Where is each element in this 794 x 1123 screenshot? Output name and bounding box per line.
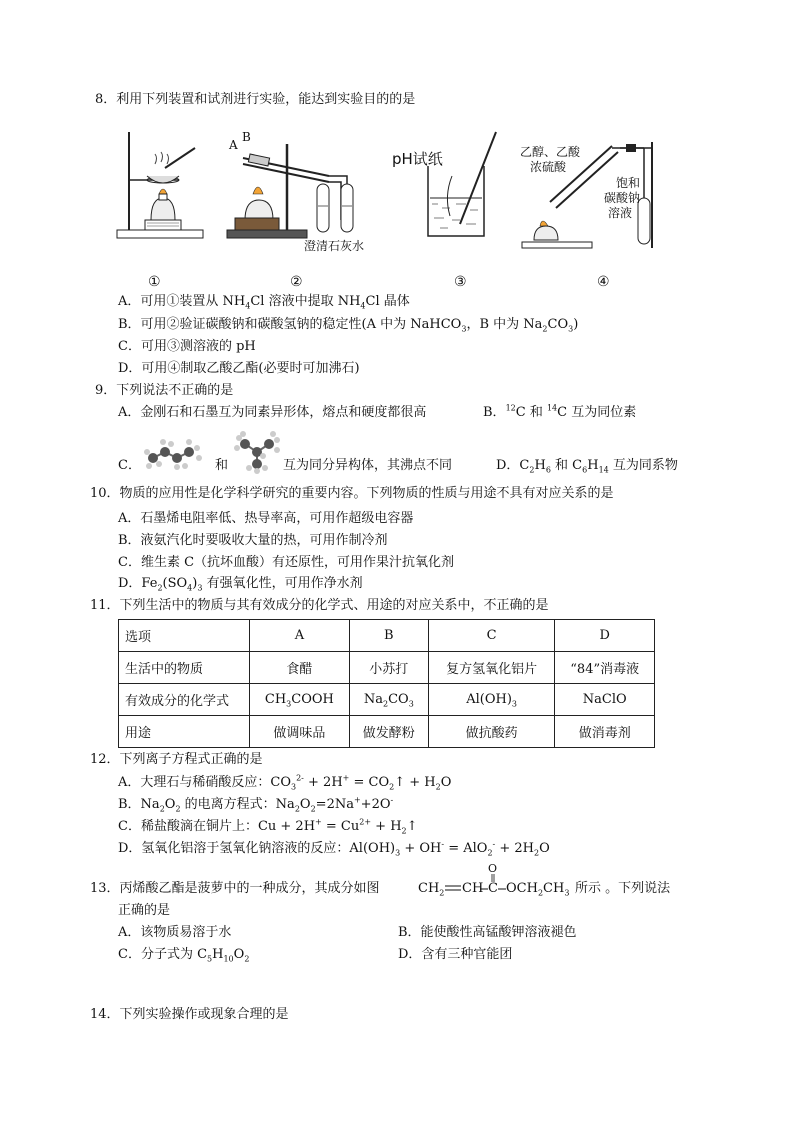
apparatus-4-reagent-line-2: 浓硫酸 bbox=[530, 160, 567, 174]
double-bond-line bbox=[445, 884, 461, 894]
q9-option-c-text: 互为同分异构体，其沸点不同 bbox=[283, 458, 453, 473]
apparatus-4-reagent-line-1: 乙醇、乙酸 bbox=[520, 145, 581, 159]
q13-option-a: A．该物质易溶于水 bbox=[118, 925, 232, 940]
table-cell: D bbox=[555, 620, 655, 652]
apparatus-4-saturated-label-2: 碳酸钠 bbox=[604, 191, 641, 205]
table-cell: 选项 bbox=[119, 620, 250, 652]
q10-option-a: A．石墨烯电阻率低、热导率高，可用作超级电容器 bbox=[118, 511, 414, 526]
table-cell: NaClO bbox=[555, 684, 655, 716]
q8-stem: 8．利用下列装置和试剂进行实验，能达到实验目的的是 bbox=[95, 92, 416, 107]
apparatus-1-evaporation bbox=[115, 128, 205, 243]
molecule-model-branched bbox=[235, 430, 280, 472]
apparatus-3-ph-test bbox=[420, 128, 500, 243]
table-cell: 用途 bbox=[119, 716, 250, 748]
q13-option-c: C．分子式为 $C_5H_{10}O_2$ bbox=[118, 947, 250, 964]
single-bond-line-1 bbox=[480, 885, 488, 891]
table-cell: A bbox=[250, 620, 350, 652]
table-row bbox=[119, 652, 655, 684]
table-row bbox=[119, 716, 655, 748]
table-cell: 做调味品 bbox=[250, 716, 350, 748]
q13-option-b: B．能使酸性高锰酸钾溶液褪色 bbox=[398, 925, 577, 940]
q10-stem: 10．物质的应用性是化学科学研究的重要内容。下列物质的性质与用途不具有对应关系的是 bbox=[90, 486, 614, 501]
q10-option-c: C．维生素 C（抗坏血酸）有还原性，可用作果汁抗氧化剂 bbox=[118, 555, 455, 570]
apparatus-2-stability-test bbox=[225, 134, 370, 249]
q12-option-b: B．$Na_2O_2$ 的电离方程式：$Na_2O_2=2Na^++2O^-$ bbox=[118, 795, 394, 814]
carbonyl-double-bond bbox=[490, 874, 496, 882]
q9-option-c-and: 和 bbox=[215, 458, 229, 473]
apparatus-2-label-a: A bbox=[229, 138, 238, 152]
apparatus-1-number: ① bbox=[148, 274, 161, 290]
table-cell: 食醋 bbox=[250, 652, 350, 684]
structure-carbonyl-c: C bbox=[488, 881, 498, 896]
q13-structure-formula bbox=[418, 860, 568, 900]
q13-option-d: D．含有三种官能团 bbox=[398, 947, 513, 962]
table-cell: “84”消毒液 bbox=[555, 652, 655, 684]
q11-stem: 11．下列生活中的物质与其有效成分的化学式、用途的对应关系中，不正确的是 bbox=[90, 598, 549, 613]
q12-option-d: D．氢氧化铝溶于氢氧化钠溶液的反应：$Al(OH)_3 + OH^- = AlO_2^- + 2H_2O$ bbox=[118, 839, 550, 858]
apparatus-4-saturated-label-3: 溶液 bbox=[608, 206, 633, 220]
table-row bbox=[119, 620, 655, 652]
q10-option-d: D．$Fe_2(SO_4)_3$ 有强氧化性，可用作净水剂 bbox=[118, 576, 363, 593]
apparatus-2-number: ② bbox=[290, 274, 303, 290]
q11-table bbox=[118, 619, 655, 748]
table-cell: $Na_2CO_3$ bbox=[349, 684, 428, 716]
single-bond-line-2 bbox=[498, 885, 506, 891]
table-cell: 复方氢氧化铝片 bbox=[428, 652, 555, 684]
q9-option-b: B．$^{12}$C 和 $^{14}$C 互为同位素 bbox=[483, 403, 637, 420]
q13-stem-line-2: 正确的是 bbox=[118, 903, 171, 918]
molecule-model-linear bbox=[145, 438, 205, 470]
q12-option-a: A．大理石与稀硝酸反应：$CO_3^{2-} + 2H^+$ = $CO_2↑ + H_2O$ bbox=[118, 773, 452, 792]
q10-option-b: B．液氨汽化时要吸收大量的热，可用作制冷剂 bbox=[118, 533, 388, 548]
q13-stem-continued: 所示 。下列说法 bbox=[575, 881, 671, 896]
q14-stem: 14．下列实验操作或现象合理的是 bbox=[90, 1007, 289, 1022]
apparatus-2-label-b: B bbox=[242, 130, 251, 144]
table-cell: 做发酵粉 bbox=[349, 716, 428, 748]
q9-stem: 9．下列说法不正确的是 bbox=[95, 383, 234, 398]
q9-option-a: A．金刚石和石墨互为同素异形体，熔点和硬度都很高 bbox=[118, 405, 427, 420]
apparatus-3-ph-paper-label: pH试纸 bbox=[392, 150, 443, 168]
apparatus-4-saturated-label-1: 饱和 bbox=[616, 176, 641, 190]
structure-ch: CH bbox=[462, 881, 484, 896]
structure-carbonyl-o: O bbox=[488, 862, 498, 875]
table-cell: $Al(OH)_3$ bbox=[428, 684, 555, 716]
apparatus-2-limewater-label: 澄清石灰水 bbox=[304, 239, 365, 253]
table-cell: 小苏打 bbox=[349, 652, 428, 684]
q12-option-c: C．稀盐酸滴在铜片上：$Cu + 2H^+ = Cu^{2+}$ + $H_2↑$ bbox=[118, 817, 418, 836]
table-cell: B bbox=[349, 620, 428, 652]
q8-option-b: B．可用②验证碳酸钠和碳酸氢钠的稳定性(A 中为 NaHCO$_3$，B 中为 $Na_2CO_3$) bbox=[118, 317, 579, 334]
q13-stem: 13．丙烯酸乙酯是菠萝中的一种成分，其成分如图 bbox=[90, 881, 380, 896]
table-cell: 有效成分的化学式 bbox=[119, 684, 250, 716]
q9-option-c-label: C． bbox=[118, 458, 141, 473]
table-cell: $CH_3COOH$ bbox=[250, 684, 350, 716]
table-cell: 生活中的物质 bbox=[119, 652, 250, 684]
q9-option-d: D．$C_2H_6$ 和 $C_6H_{14}$ 互为同系物 bbox=[496, 458, 678, 475]
q12-stem: 12．下列离子方程式正确的是 bbox=[90, 752, 263, 767]
structure-ch2: $CH_2$ bbox=[418, 881, 445, 898]
q8-option-d: D．可用④制取乙酸乙酯(必要时可加沸石) bbox=[118, 361, 360, 376]
structure-ethoxy: $OCH_2CH_3$ bbox=[506, 881, 570, 898]
table-row bbox=[119, 684, 655, 716]
table-cell: 做消毒剂 bbox=[555, 716, 655, 748]
apparatus-3-number: ③ bbox=[454, 274, 467, 290]
table-cell: C bbox=[428, 620, 555, 652]
q8-option-c: C．可用③测溶液的 pH bbox=[118, 339, 256, 354]
q8-option-a: A．可用①装置从 $NH_4Cl$ 溶液中提取 $NH_4Cl$ 晶体 bbox=[118, 294, 410, 311]
table-cell: 做抗酸药 bbox=[428, 716, 555, 748]
apparatus-4-number: ④ bbox=[597, 274, 610, 290]
